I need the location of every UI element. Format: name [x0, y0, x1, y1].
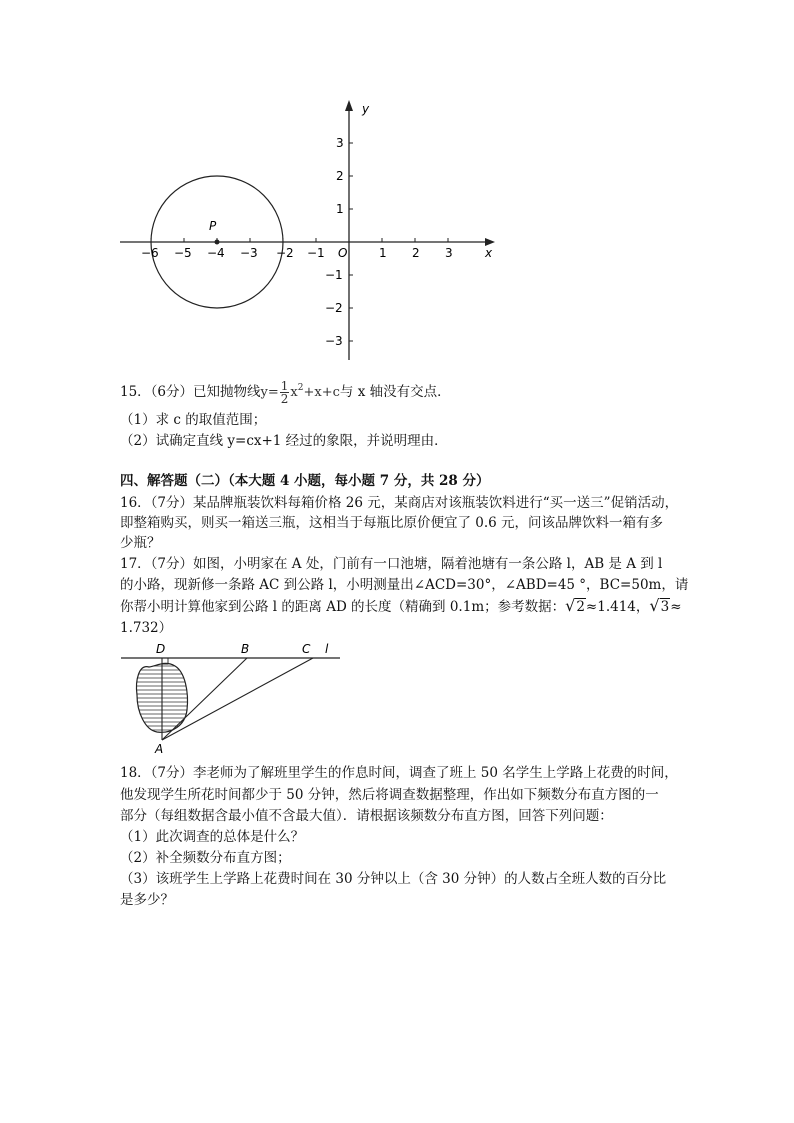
q15-exponent: 2 [297, 383, 304, 393]
point-p-label: P [209, 219, 217, 233]
q15-y-eq: y= [260, 385, 279, 400]
q15-x-var: x [290, 385, 298, 400]
label-c: C [302, 642, 311, 656]
q18-line1: 18．（7分）李老师为了解班里学生的作息时间，调查了班上 50 名学生上学路上花费的时间， [120, 765, 678, 781]
section4-heading: 四、解答题（二）（本大题 4 小题，每小题 7 分，共 28 分） [120, 473, 490, 489]
x-axis-label: x [485, 246, 493, 260]
q17-line4: 1.732） [120, 620, 173, 636]
sqrt-symbol: √ [649, 596, 660, 615]
x-tick-label: −4 [207, 246, 225, 260]
y-tick-label: −2 [325, 301, 343, 315]
x-axis-arrow [485, 238, 495, 246]
q17-approx2: ≈ [670, 599, 682, 615]
x-tick-label: 3 [445, 246, 453, 260]
y-axis-label: y [362, 102, 370, 116]
label-d: D [156, 642, 166, 656]
q15-fraction [280, 380, 290, 405]
q16-line3: 少瓶？ [120, 535, 161, 551]
y-tick-label: 2 [336, 169, 344, 183]
x-tick-label: −3 [240, 246, 258, 260]
q15-sub2: （2）试确定直线 y=cx+1 经过的象限，并说明理由． [120, 433, 448, 449]
label-b: B [241, 642, 250, 656]
q15-equation [260, 379, 340, 406]
q17-line3-text: 你帮小明计算他家到公路 l 的距离 AD 的长度（精确到 0.1m；参考数据： [120, 599, 566, 615]
x-tick-label: 2 [412, 246, 420, 260]
x-tick-label: −5 [174, 246, 192, 260]
q17-line1: 17．（7分）如图，小明家在 A 处，门前有一口池塘，隔着池塘有一条公路 l，AB 是 A 到 l [120, 556, 663, 572]
pond-road-figure [115, 640, 345, 755]
y-axis-arrow [345, 100, 353, 111]
segment-ac [162, 658, 313, 740]
q15-sub1: （1）求 c 的取值范围； [120, 412, 267, 428]
x-tick-label: −1 [307, 246, 325, 260]
q18-sub3-line1: （3）该班学生上学路上花费时间在 30 分钟以上（含 30 分钟）的人数占全班人数的百分比 [120, 871, 667, 887]
q15-frac-num: 1 [280, 379, 289, 393]
coordinate-graph [110, 95, 510, 370]
x-tick-label: −6 [141, 246, 159, 260]
label-a: A [155, 742, 164, 755]
y-tick-label: −1 [325, 268, 343, 282]
y-tick-label: −3 [325, 334, 343, 348]
q16-line2: 即整箱购买，则买一箱送三瓶，这相当于每瓶比原价便宜了 0.6 元，问该品牌饮料一箱有多 [120, 515, 664, 531]
q15-frac-den: 2 [280, 392, 289, 406]
q18-line2: 他发现学生所花时间都少于 50 分钟，然后将调查数据整理，作出如下频数分布直方图的一 [120, 787, 659, 803]
q18-sub1: （1）此次调查的总体是什么？ [120, 829, 305, 845]
y-tick-label: 1 [336, 202, 344, 216]
sqrt-symbol: √ [565, 596, 576, 615]
q17-line3 [120, 597, 682, 616]
label-l: l [325, 642, 329, 656]
y-tick-label: 3 [336, 136, 344, 150]
q17-approx1: ≈1.414， [585, 599, 650, 615]
q15-line [120, 376, 451, 405]
sqrt3-radicand: 3 [660, 599, 670, 615]
point-p [215, 240, 220, 245]
x-tick-label: 1 [379, 246, 387, 260]
q15-suffix: 与 x 轴没有交点． [339, 384, 451, 400]
q16-line1: 16．（7分）某品牌瓶装饮料每箱价格 26 元，某商店对该瓶装饮料进行“买一送三”促销活动， [120, 495, 679, 511]
q18-line3: 部分（每组数据含最小值不含最大值）．请根据该频数分布直方图，回答下列问题： [120, 808, 613, 824]
q15-rest: +x+c [303, 385, 340, 400]
sqrt2-radicand: 2 [576, 599, 585, 615]
x-tick-label: −2 [276, 246, 294, 260]
q18-sub3-line2: 是多少？ [120, 892, 174, 908]
q18-sub2: （2）补全频数分布直方图； [120, 850, 291, 866]
q15-prefix: 15．（6分）已知抛物线 [120, 384, 261, 400]
origin-label: O [338, 246, 348, 260]
q17-line2: 的小路，现新修一条路 AC 到公路 l，小明测量出∠ACD=30°，∠ABD=45 °，BC=50m，请 [120, 577, 689, 593]
